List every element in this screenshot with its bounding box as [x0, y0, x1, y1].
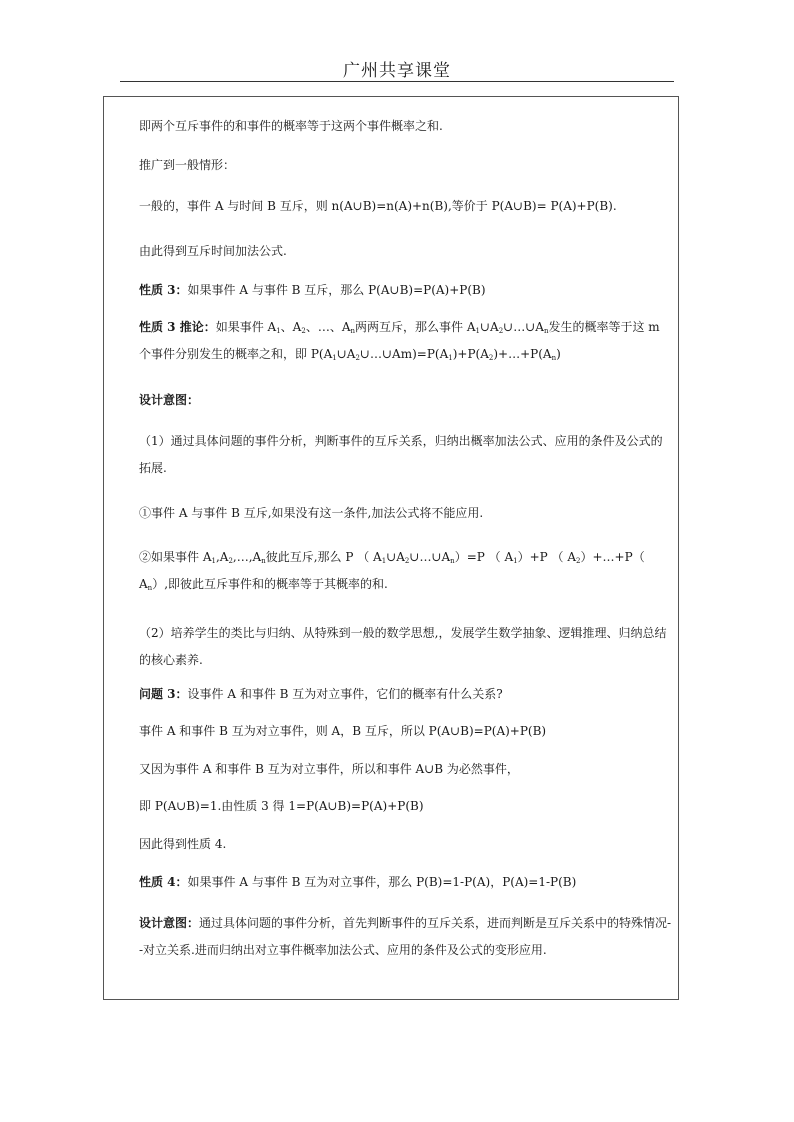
design-condition-1: ①事件 A 与事件 B 互斥,如果没有这一条件,加法公式将不能应用. — [139, 506, 484, 520]
design-intent-final-label: 设计意图： — [139, 916, 200, 930]
property-3 — [139, 282, 486, 298]
paragraph-generalize: 推广到一般情形： — [139, 158, 236, 172]
header-divider — [120, 81, 674, 82]
property-4 — [139, 874, 576, 890]
corollary-label: 性质 3 推论： — [139, 320, 216, 334]
design-intent-1: （1）通过具体问题的事件分析，判断事件的互斥关系，归纳出概率加法公式、应用的条件及公式的拓展. — [139, 434, 663, 475]
property-3-text: 如果事件 A 与事件 B 互斥，那么 P(A∪B)=P(A)+P(B) — [187, 283, 486, 297]
answer-line-1: 事件 A 和事件 B 互为对立事件，则 A，B 互斥，所以 P(A∪B)=P(A)+P(B) — [139, 724, 547, 738]
paragraph-general-case: 一般的，事件 A 与时间 B 互斥，则 n(A∪B)=n(A)+n(B),等价于 P(A∪B)= P(A)+P(B). — [139, 199, 617, 213]
answer-line-2: 又因为事件 A 和事件 B 互为对立事件，所以和事件 A∪B 为必然事件， — [139, 762, 519, 776]
property-4-label: 性质 4： — [139, 875, 188, 889]
design-intent-final-text: 通过具体问题的事件分析，首先判断事件的互斥关系，进而判断是互斥关系中的特殊情况--对立关系.进而归纳出对立事件概率加法公式、应用的条件及公式的变形应用. — [139, 916, 672, 957]
question-3 — [139, 686, 503, 702]
property-4-text: 如果事件 A 与事件 B 互为对立事件，那么 P(B)=1-P(A)，P(A)=1-P(B) — [187, 875, 577, 889]
paragraph-addition-formula: 由此得到互斥时间加法公式. — [139, 244, 287, 258]
property-3-corollary: 性质 3 推论：如果事件 $A_1$、$A_2$、…、$A_n$两两互斥，那么事件 $A_1\cup A_2\cup\dots\cup A_n$发生的概率等于这 m 个事件分别发生的概率之和，即 $P(A_1\cup A_2\cup\dots\cup Am)=P(A_1)+P(A_2)+\dots+P(A_n)$ — [139, 320, 660, 362]
page-header-title: 广州共享课堂 — [343, 61, 451, 81]
design-intent-final — [139, 910, 673, 964]
question-3-text: 设事件 A 和事件 B 互为对立事件，它们的概率有什么关系? — [187, 687, 503, 701]
property-3-label: 性质 3： — [139, 283, 188, 297]
question-3-label: 问题 3： — [139, 687, 188, 701]
design-intent-label: 设计意图： — [139, 393, 200, 407]
answer-line-3: 即 P(A∪B)=1.由性质 3 得 1=P(A∪B)=P(A)+P(B) — [139, 799, 424, 813]
answer-line-4: 因此得到性质 4. — [139, 837, 227, 851]
design-condition-2: ②如果事件 $A_1,A_2,\dots,A_n$彼此互斥,那么 P （ $A_1\cup A_2\cup\dots\cup A_n)=P$ （ $A_1)+P$ （ $A_2)+\dots+P$（ $A_n$）,即彼此互斥事件和的概率等于其概率的和. — [139, 550, 645, 592]
paragraph-sum-rule: 即两个互斥事件的和事件的概率等于这两个事件概率之和. — [139, 119, 443, 133]
design-intent-2: （2）培养学生的类比与归纳、从特殊到一般的数学思想,，发展学生数学抽象、逻辑推理、归纳总结的核心素养. — [139, 626, 667, 667]
